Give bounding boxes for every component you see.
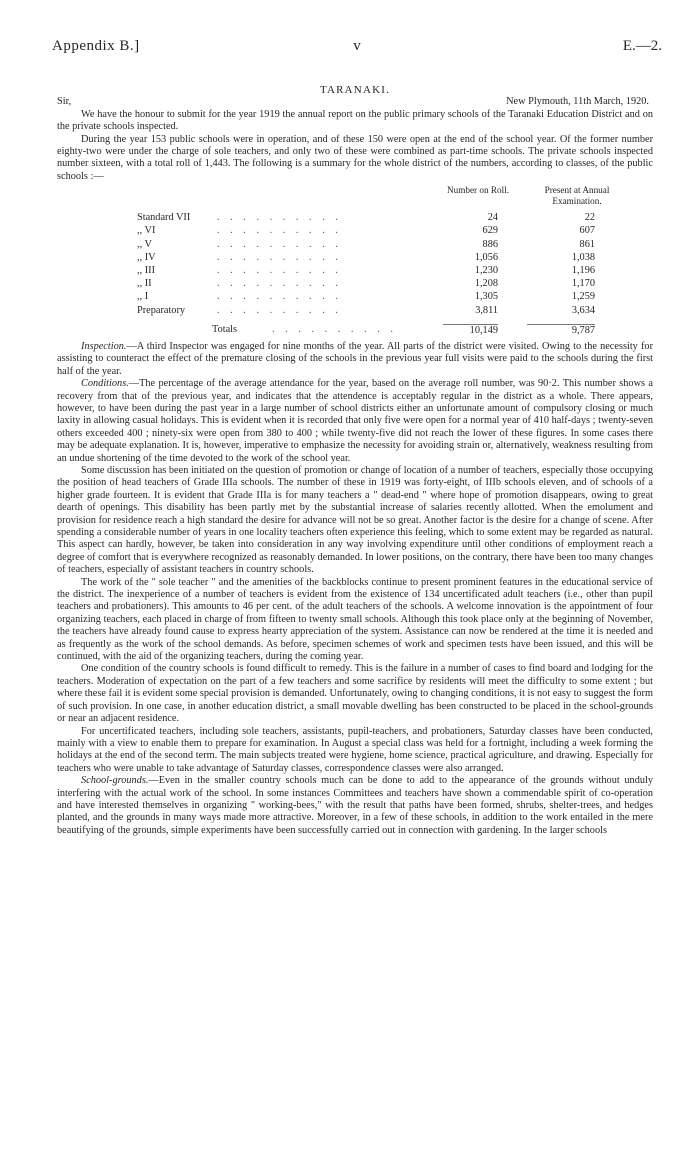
table-row [57,252,653,265]
inspection-text: —A third Inspector was engaged for nine months of the year. All parts of the district were visited. Owing to the necessity for assisting to counteract the effect of the premature closing of the schools in the previous year full visits were paid to the schools during the first half of the year. [57,340,653,377]
leader-dots: . . . . . . . . . . [272,323,397,335]
present-value: 22 [584,212,595,224]
roll-table-total [57,324,653,337]
page-number: v [353,38,361,54]
grounds-heading: School-grounds. [81,775,149,787]
classes-paragraph: For uncertificated teachers, including sole teachers, assistants, pupil-teachers, and probationers, Saturday classes have been conducted, mainly with a view to enable them to prepare for examination. In August a special class was held for a fortnight, including a week forming the holidays at the end of the second term. The main subjects treated were hygiene, home science, practical agriculture, and drawing. Especially for teachers who were unable to take advantage of Saturday classes, correspondence classes were also arranged. [57,725,653,774]
appendix-label: Appendix B.] [52,38,140,54]
salutation: Sir, [57,96,72,108]
roll-value: 3,811 [475,304,498,316]
page-header [52,38,662,58]
inspection-paragraph [57,341,653,378]
leader-dots: . . . . . . . . . . [217,278,342,290]
report-body [57,84,653,837]
leader-dots: . . . . . . . . . . [217,304,342,316]
col-present-header: Present at Annual Examination. [544,185,610,206]
class-label: Preparatory [137,304,186,316]
roll-value: 1,208 [474,278,498,290]
present-value: 1,196 [571,264,595,276]
col-roll-header: Number on Roll. [446,185,509,196]
roll-table-header [57,185,653,212]
class-label: ,, VI [137,225,156,237]
table-row [57,239,653,252]
roll-value: 1,230 [474,264,498,276]
roll-value: 886 [482,238,498,250]
conditions-paragraph [57,378,653,465]
table-row [57,305,653,318]
class-label: ,, II [137,278,152,290]
table-row [57,278,653,291]
place-date: New Plymouth, 11th March, 1920. [506,96,649,108]
present-value: 1,259 [571,291,595,303]
roll-table [57,185,653,337]
class-label: ,, III [137,264,156,276]
present-value: 861 [579,238,595,250]
intro-paragraph: We have the honour to submit for the year 1919 the annual report on the public primary schools of the Taranaki Education District and on the private schools inspected. [57,108,653,133]
summary-paragraph: During the year 153 public schools were in operation, and of these 150 were open at the end of the school year. Of the former number eighty-two were under the charge of sole teachers, and only two of these were combined as part-time schools. The private schools inspected number sixteen, with a total roll of 1,443. The following is a summary for the whole district of the numbers, according to classes, of the public schools :— [57,133,653,182]
leader-dots: . . . . . . . . . . [217,238,342,250]
class-label: ,, I [137,291,149,303]
district-title: TARANAKI. [319,84,391,96]
board-paragraph: One condition of the country schools is found difficult to remedy. This is the failure in a number of cases to find board and lodging for the teachers. Moderation of expectation on the part of a few teachers and some sacrifice by residents will meet the difficulty to some extent ; but where these fail it is evident some special provision is demanded. Unfortunately, owing to changing conditions, it is not easy to suggest the form of such provision. In one case, in another education district, a small movable dwelling has been constructed to be placed in the school-grounds or near an adjacent residence. [57,663,653,725]
class-label: ,, V [137,238,152,250]
table-row [57,291,653,304]
total-label: Totals [212,323,238,335]
table-row [57,212,653,225]
salutation-row [57,96,653,108]
present-value: 3,634 [571,304,595,316]
class-label: Standard VII [137,212,191,224]
roll-table-rows [57,212,653,318]
total-roll: 10,149 [443,324,498,337]
promotion-paragraph: Some discussion has been initiated on the question of promotion or change of location of a number of teachers, especially those occupying the position of head teachers of Grade IIIa schools. The number of these in 1919 was forty-eight, of IIIb schools eleven, and of schools of a higher grade fourteen. It is evident that Grade IIIa is for many teachers a " dead-end " where hope of promotion disappears, owing to great dearth of openings. This disability has been partly met by the substantial increase of salaries recently allotted. When the emolument and provision for residence reach a high standard the desire for advance will not be so great. Another factor is the desire for a change of scene. After spending a considerable number of years in one locality teachers often experience this feeling, which to some extent may be regarded as natural. This aspect can hardly, however, be taken into consideration in any way involving expenditure until other conditions of employment reach a degree of comfort that is everywhere recognized as reasonably demanded. In lower positions, on the contrary, there have been too many changes of teachers, especially of assistant teachers in country schools. [57,464,653,576]
inspection-heading: Inspection. [81,340,127,352]
roll-value: 1,305 [474,291,498,303]
grounds-paragraph [57,775,653,837]
leader-dots: . . . . . . . . . . [217,251,342,263]
grounds-text: —Even in the smaller country schools much can be done to add to the appearance of the grounds without unduly interfering with the actual work of the school. In some instances Committees and teachers have shown a commendable spirit of co-operation and have interested themselves in organizing " working-bees," with the result that paths have been formed, shrubs, shelter-trees, and hedges planted, and the grounds in many ways made more attractive. Moreover, in a few of these schools, in addition to the work entailed in the mere beautifying of the grounds, simple experiments have been successfully carried out in connection with gardening. In the larger schools [57,775,653,836]
roll-value: 1,056 [474,251,498,263]
leader-dots: . . . . . . . . . . [217,212,342,224]
leader-dots: . . . . . . . . . . [217,225,342,237]
report-code: E.—2. [622,38,662,54]
leader-dots: . . . . . . . . . . [217,291,342,303]
present-value: 1,170 [571,278,595,290]
sole-teacher-paragraph: The work of the " sole teacher " and the amenities of the backblocks continue to present prominent features in the educational service of the district. The inexperience of a number of teachers is evident from the existence of 134 uncertificated adult teachers (i.e., other than pupil teachers and probationers). This amounts to 46 per cent. of the adult teachers of the schools. A welcome innovation is the appointment of four organizing teachers, each placed in charge of from fifteen to twenty small schools. Although this took place only at the beginning of November, the teachers have already found cause to express hearty appreciation of the system. Assistance can now be rendered at the time it is needed and as frequently as the work of the school demands. As before, specimen schemes of work and specimen tests have been issued, and this will be continued, with the aid of the organizing teachers, during the coming year. [57,576,653,663]
roll-value: 24 [487,212,498,224]
table-row [57,265,653,278]
present-value: 1,038 [571,251,595,263]
present-value: 607 [579,225,595,237]
total-present: 9,787 [527,324,595,337]
conditions-text: —The percentage of the average attendance for the year, based on the average roll number, was 90·2. This number shows a recovery from that of the previous year, and indicates that the attendence is acceptably regular in the district as a whole. There appears, however, to have been during the past year in a large number of school districts either an unfortunate amount of compulsory closing or much laxity in allowing casual holidays. This is evident when it is recorded that only five were open for a normal year of 410 half-days ; twenty-seven others exceeded 400 ; ninety-six were open from 380 to 400 ; while twenty-five did not reach the lower of these figures. In some cases there may be adequate explanation. It is, however, imperative to emphasize the necessity for avoiding strain or, alternatively, weakness resulting from an undue shortening of the time devoted to the work of the school year. [57,378,653,464]
class-label: ,, IV [137,251,156,263]
table-row [57,225,653,238]
roll-value: 629 [482,225,498,237]
leader-dots: . . . . . . . . . . [217,264,342,276]
conditions-heading: Conditions. [81,378,129,390]
